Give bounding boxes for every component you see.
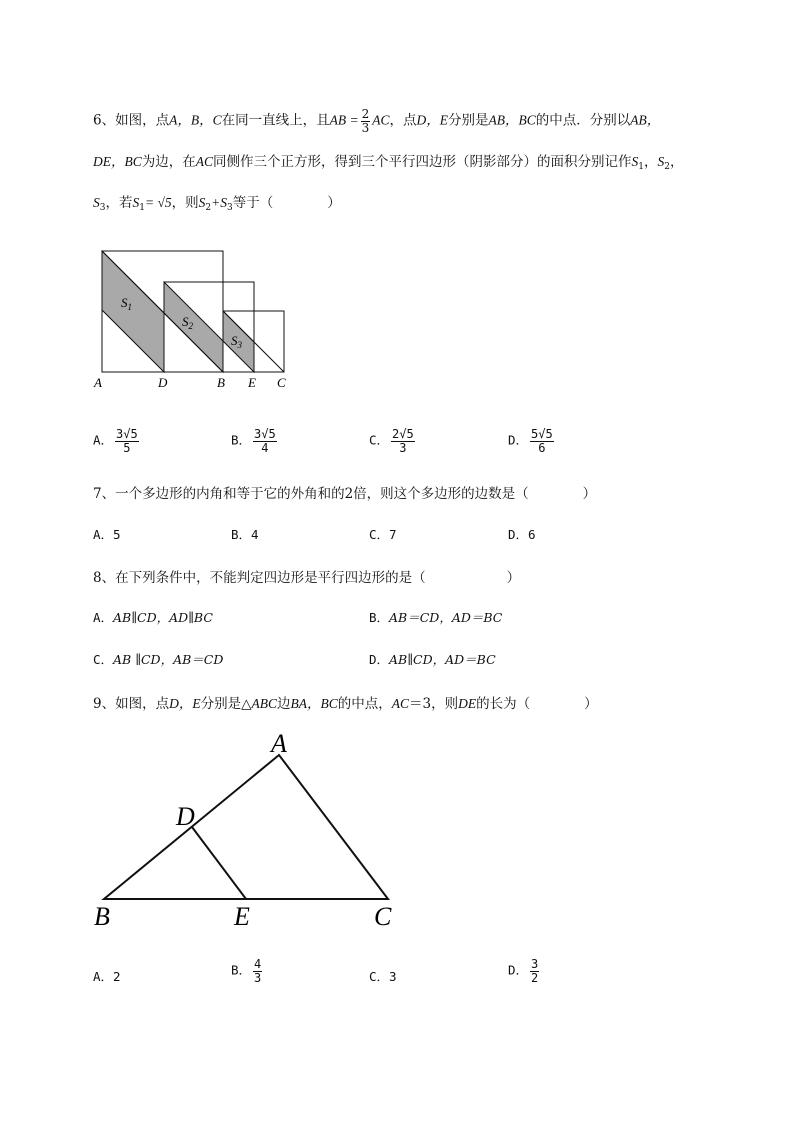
q7-stem: 7、一个多边形的内角和等于它的外角和的2倍，则这个多边形的边数是（ ） [93,486,597,502]
q7-option-a[interactable]: A．5 [93,527,121,542]
label-b: B [217,375,225,390]
q9-option-d[interactable]: D． $\frac{3}{2}$ [508,957,539,985]
q8-option-a[interactable]: A．AB∥CD，AD∥BC [93,610,213,625]
parallelogram-s1 [102,251,164,372]
segment-de [192,827,246,899]
label-c: C [277,375,286,390]
q9-option-a[interactable]: A．2 [93,969,121,984]
triangle-abc [104,755,388,899]
q6-option-b[interactable]: B． $\frac{3√5}{4}$ [231,427,276,455]
q9-stem: 9、如图，点D，E分别是△ABC边BA，BC的中点，AC＝3，则DE的长为（ ） [93,696,598,712]
q7-option-b[interactable]: B．4 [231,527,259,542]
q8-option-c[interactable]: C．AB ∥CD，AB＝CD [93,652,224,667]
q9-triangle-figure [90,725,410,935]
label-e: E [248,375,256,390]
q6-squares-figure [90,245,300,395]
q9-option-c[interactable]: C．3 [369,969,397,984]
label-b: B [94,902,110,931]
label-s2: $S_2$ [182,314,193,331]
label-c: C [374,902,392,931]
label-s1: $S_1$ [121,295,132,312]
q7-option-c[interactable]: C．7 [369,527,397,542]
label-a: A [94,375,102,390]
q8-option-d[interactable]: D．AB∥CD，AD＝BC [369,652,496,667]
q6-line1: 6、如图，点A，B，C在同一直线上，且AB = $\frac{2}{3}$ AC，点D，E分别是AB，BC的中点．分别以AB， [93,107,661,135]
q7-option-d[interactable]: D．6 [508,527,536,542]
q8-stem: 8、在下列条件中，不能判定四边形是平行四边形的是（ ） [93,570,521,586]
fraction-2-3: $\frac{2}{3}$ [361,107,370,135]
label-s3: $S_3$ [231,333,242,350]
q6-option-a[interactable]: A． $\frac{3√5}{5}$ [93,427,138,455]
label-a: A [271,729,287,758]
q6-option-c[interactable]: C． $\frac{2√5}{3}$ [369,427,414,455]
q8-option-b[interactable]: B．AB＝CD，AD＝BC [369,610,503,625]
q6-option-d[interactable]: D． $\frac{5√5}{6}$ [508,427,553,455]
label-d: D [158,375,168,390]
parallelogram-s2 [164,282,223,372]
q6-line2: DE，BC为边，在AC同侧作三个正方形，得到三个平行四边形（阴影部分）的面积分别记作$S_1$，$S_2$， [93,154,684,172]
label-d: D [176,802,195,831]
label-e: E [234,902,250,931]
q9-option-b[interactable]: B． $\frac{4}{3}$ [231,957,262,985]
q6-line3: $S_3$，若$S_1= √5$，则$S_2+S_3$等于（ ） [93,195,341,213]
